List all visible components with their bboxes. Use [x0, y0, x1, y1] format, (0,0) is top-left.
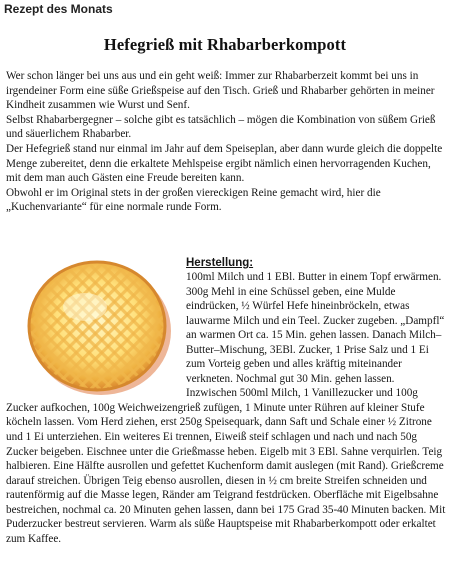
cake-image: [19, 255, 176, 400]
section-label: Rezept des Monats: [4, 2, 113, 16]
intro-paragraph: Obwohl er im Original stets in der großen viereckigen Reine gemacht wird, hier die „Kuchenvariante“ für eine normale runde Form.: [6, 186, 381, 214]
intro-text: [6, 69, 446, 215]
recipe-heading: Herstellung:: [186, 257, 254, 269]
intro-paragraph: Wer schon länger bei uns aus und ein geht weiß: Immer zur Rhabarberzeit kommt bei uns in irgendeiner Form eine süße Grießspeise auf den Tisch. Grieß und Rhabarber gehörten in meiner Kindheit zusammen wie Wurst und Senf.: [6, 70, 435, 112]
cake-photo: [19, 255, 176, 400]
recipe-text: 100ml Milch und 1 EBl. Butter in einem Topf erwärmen. 300g Mehl in eine Schüssel geben, eine Mulde eindrücken, ½ Würfel Hefe hineinbröckeln, etwas lauwarme Milch und ein Teel. Zucker zugeben. „Dampfl“ an warmen Ort ca. 15 Min. gehen lassen. Danach Milch–Butter–Mischung, 3EBl. Zucker, 1 Prise Salz und 1 Ei zum Vorteig geben und alles kräftig miteinander verkneten. Nochmal gut 30 Min. gehen lassen. Inzwischen 500ml Milch, 1 Vanillezucker und 100g Zucker aufkochen, 100g Weichweizengrieß zufügen, 1 Minute unter Rühren auf kleiner Stufe köcheln lassen. Vom Herd ziehen, erst 250g Speisequark, dann Saft und Schale einer ½ Zitrone und 1 Ei unterziehen. Ein weiteres Ei trennen, Eiweiß steif schlagen und nach und nach 50g Zucker beigeben. Eischnee unter die Grießmasse heben. Eigelb mit 3 EBl. Sahne verquirlen. Teig halbieren. Eine Hälfte ausrollen und gefettet Kuchenform damit auslegen (mit Rand). Grießcreme darauf streichen. Übrigen Teig ebenso ausrollen, diesen in ½ cm breite Streifen schneiden und rautenförmig auf die Masse legen, Ränder am Teigrand festdrücken. Oberfläche mit Eigelbsahne bestreichen, nochmal ca. 20 Minuten gehen lassen, dann bei 175 Grad 35-40 Minuten backen. Mit Puderzucker bestreut servieren. Warm als süße Hauptspeise mit Rhabarberkompott oder erkaltet zum Kaffee.: [6, 271, 446, 545]
recipe-section: [6, 255, 446, 546]
page-title: Hefegrieß mit Rhabarberkompott: [103, 35, 347, 54]
intro-paragraph: Der Hefegrieß stand nur einmal im Jahr auf dem Speiseplan, aber dann wurde gleich die doppelte Menge zubereitet, denn die erkaltete Mehlspeise ergibt nämlich einen hervorragenden Kuchen, mit dem man auch Gästen eine Freude bereiten kann.: [6, 142, 443, 185]
intro-paragraph: Selbst Rhabarbergegner – solche gibt es tatsächlich – mögen die Kombination von süßem Grieß und säuerlichem Rhabarber.: [6, 113, 436, 141]
